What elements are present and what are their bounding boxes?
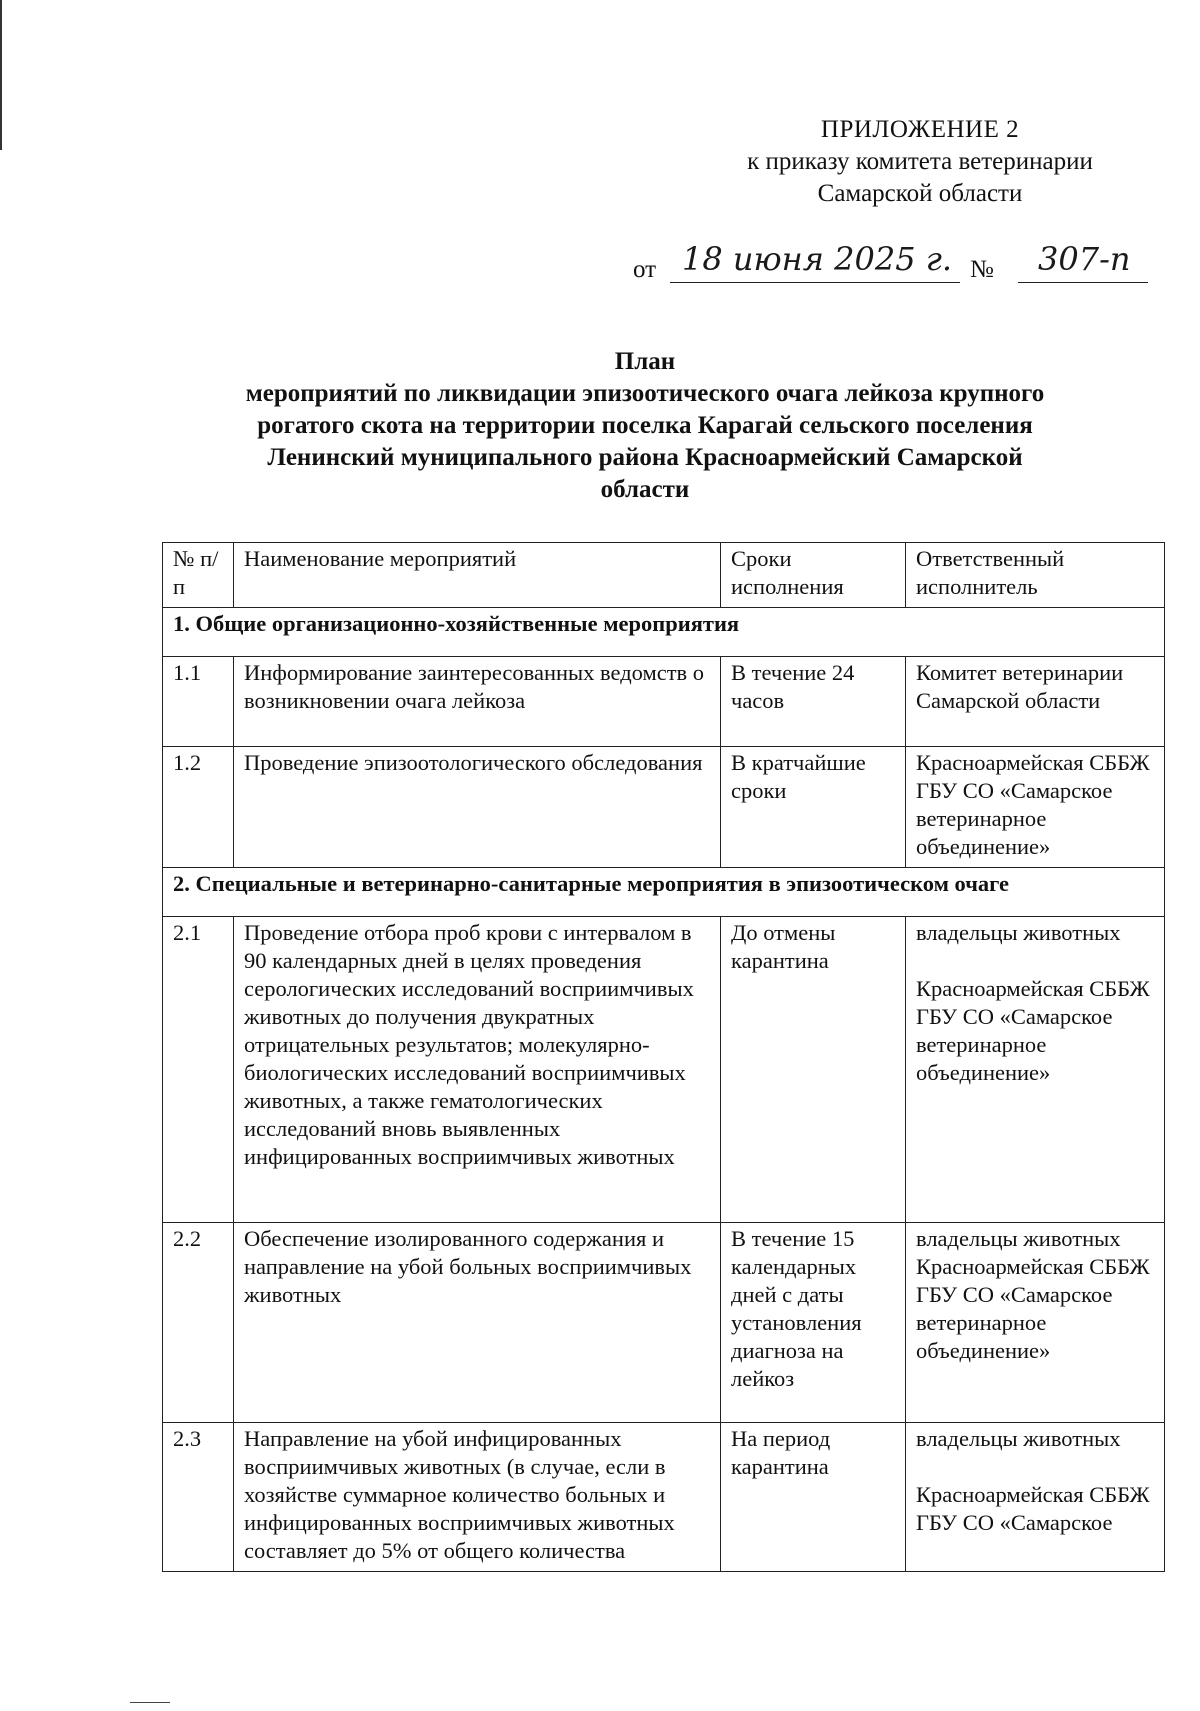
row-name: Проведение отбора проб крови с интервалом в 90 календарных дней в целях проведения серологических исследований восприимчивых животных до получения двукратных отрицательных результатов; молекулярно-биологических исследований восприимчивых животных, а также гематологических исследований вновь выявленных инфицированных восприимчивых животных — [234, 917, 721, 1223]
table-row — [163, 917, 1165, 1223]
header-name: Наименование мероприятий — [234, 543, 721, 608]
row-number: 2.3 — [163, 1423, 234, 1572]
order-number-label: № — [970, 256, 994, 283]
section-title-1: 1. Общие организационно-хозяйственные мероприятия — [163, 608, 1165, 657]
table-row — [163, 747, 1165, 868]
row-number: 1.2 — [163, 747, 234, 868]
header-number: № п/п — [163, 543, 234, 608]
row-responsible-service: Красноармейская СББЖ ГБУ СО «Самарское ветеринарное объединение» — [916, 976, 1150, 1085]
date-underline — [670, 282, 960, 283]
date-from-label: от — [633, 256, 657, 283]
row-name: Информирование заинтересованных ведомств о возникновении очага лейкоза — [234, 657, 721, 747]
row-responsible-owners: владельцы животных — [916, 1426, 1121, 1451]
row-term: В кратчайшие сроки — [721, 747, 906, 868]
plan-subtitle-line-4: области — [600, 476, 690, 503]
row-number: 1.1 — [163, 657, 234, 747]
appendix-title: ПРИЛОЖЕНИЕ 2 — [820, 116, 1020, 143]
section-row-1 — [163, 608, 1165, 657]
plan-subtitle-line-1: мероприятий по ликвидации эпизоотического очага лейкоза крупного — [245, 380, 1045, 407]
section-row-2 — [163, 868, 1165, 917]
header-responsible: Ответственный исполнитель — [906, 543, 1165, 608]
appendix-line-order: к приказу комитета ветеринарии — [747, 148, 1093, 175]
plan-subtitle-line-3: Ленинский муниципального района Красноармейский Самарской — [267, 444, 1023, 471]
row-name: Направление на убой инфицированных восприимчивых животных (в случае, если в хозяйстве суммарное количество больных и инфицированных восприимчивых животных составляет до 5% от общего количества — [234, 1423, 721, 1572]
row-responsible: владельцы животных Красноармейская СББЖ ГБУ СО «Самарское ветеринарное объединение» — [906, 1223, 1165, 1423]
scan-bottom-mark — [130, 1702, 170, 1703]
row-responsible-owners: владельцы животных — [916, 920, 1121, 945]
row-term: В течение 24 часов — [721, 657, 906, 747]
measures-table — [162, 542, 1165, 1572]
section-title-2: 2. Специальные и ветеринарно-санитарные мероприятия в эпизоотическом очаге — [163, 868, 1165, 917]
plan-title-block — [160, 346, 1130, 506]
appendix-line-region: Самарской области — [817, 180, 1023, 207]
row-responsible: Красноармейская СББЖ ГБУ СО «Самарское ветеринарное объединение» — [906, 747, 1165, 868]
handwritten-order-number: 307-п — [1038, 240, 1131, 278]
table-row — [163, 1223, 1165, 1423]
row-term: В течение 15 календарных дней с даты установления диагноза на лейкоз — [721, 1223, 906, 1423]
scan-edge-mark — [0, 0, 2, 150]
number-underline — [1018, 282, 1148, 283]
row-term: До отмены карантина — [721, 917, 906, 1223]
plan-title: План — [614, 348, 676, 375]
order-date-line — [630, 240, 1160, 286]
row-number: 2.2 — [163, 1223, 234, 1423]
table-row — [163, 1423, 1165, 1572]
table-row — [163, 657, 1165, 747]
row-responsible-service: Красноармейская СББЖ ГБУ СО «Самарское — [916, 1482, 1150, 1535]
row-responsible-cell — [906, 917, 1165, 1223]
row-term: На период карантина — [721, 1423, 906, 1572]
table-header-row — [163, 543, 1165, 608]
appendix-header — [700, 114, 1140, 210]
handwritten-date: 18 июня 2025 г. — [682, 240, 953, 278]
row-responsible: Комитет ветеринарии Самарской области — [906, 657, 1165, 747]
row-name: Проведение эпизоотологического обследования — [234, 747, 721, 868]
header-term: Сроки исполнения — [721, 543, 906, 608]
row-responsible-cell — [906, 1423, 1165, 1572]
plan-subtitle-line-2: рогатого скота на территории поселка Карагай сельского поселения — [257, 412, 1033, 439]
row-number: 2.1 — [163, 917, 234, 1223]
row-name: Обеспечение изолированного содержания и направление на убой больных восприимчивых животных — [234, 1223, 721, 1423]
